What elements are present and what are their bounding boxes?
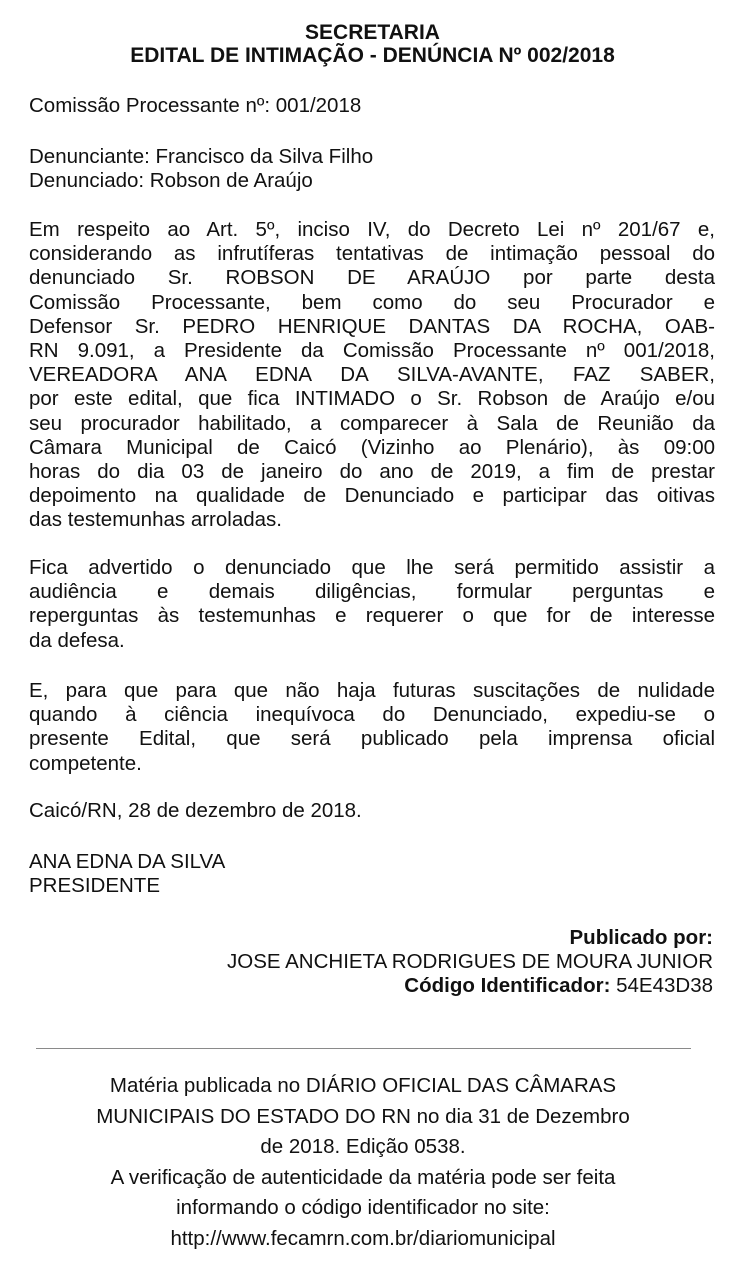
paragraph-warning (29, 556, 715, 653)
paragraph-line: presente Edital, que será publicado pela imprensa oficial (29, 727, 715, 751)
paragraph-line: quando à ciência inequívoca do Denunciado, expediu-se o (29, 703, 715, 727)
paragraph-line: por este edital, que fica INTIMADO o Sr. Robson de Araújo e/ou (29, 387, 715, 411)
identifier-label: Código Identificador: (404, 974, 611, 998)
paragraph-line: considerando as infrutíferas tentativas de intimação pessoal do (29, 242, 715, 266)
signatory-name: ANA EDNA DA SILVA (29, 850, 226, 873)
divider (36, 1048, 691, 1049)
paragraph-line: denunciado Sr. ROBSON DE ARAÚJO por parte desta (29, 266, 715, 290)
footer-line: Matéria publicada no DIÁRIO OFICIAL DAS CÂMARAS (109, 1074, 617, 1097)
published-by-label: Publicado por: (569, 926, 713, 949)
paragraph-line: das testemunhas arroladas. (29, 508, 282, 532)
denunciante-line: Denunciante: Francisco da Silva Filho (29, 145, 374, 168)
paragraph-line: seu procurador habilitado, a comparecer à Sala de Reunião da (29, 411, 715, 435)
paragraph-line: Fica advertido o denunciado que lhe será permitido assistir a (29, 556, 715, 579)
paragraph-line: reperguntas às testemunhas e requerer o que for de interesse (29, 604, 715, 628)
parties (29, 145, 715, 193)
paragraph-line: da defesa. (29, 628, 125, 652)
signature-block (29, 850, 715, 898)
paragraph-line: E, para que para que não haja futuras suscitações de nulidade (29, 679, 715, 702)
paragraph-line: Em respeito ao Art. 5º, inciso IV, do Decreto Lei nº 201/67 e, (29, 218, 715, 241)
commission-line: Comissão Processante nº: 001/2018 (29, 94, 362, 117)
paragraph-summons (29, 218, 715, 532)
edict-title: EDITAL DE INTIMAÇÃO - DENÚNCIA Nº 002/2018 (130, 44, 615, 67)
publisher-name: JOSE ANCHIETA RODRIGUES DE MOURA JUNIOR (227, 950, 713, 974)
publication-info (73, 926, 713, 999)
signatory-role: PRESIDENTE (29, 874, 160, 898)
date-line: Caicó/RN, 28 de dezembro de 2018. (29, 799, 362, 822)
date-place (29, 799, 715, 823)
footer-line: de 2018. Edição 0538. (260, 1135, 466, 1158)
footer-line: informando o código identificador no site: (176, 1196, 550, 1219)
paragraph-line: RN 9.091, a Presidente da Comissão Processante nº 001/2018, (29, 338, 715, 362)
identifier-code: 54E43D38 (616, 974, 713, 998)
paragraph-line: Comissão Processante, bem como do seu Procurador e (29, 290, 715, 314)
paragraph-line: VEREADORA ANA EDNA DA SILVA-AVANTE, FAZ SABER, (29, 363, 715, 387)
footer-note (0, 1071, 726, 1254)
commission-number (29, 94, 715, 118)
paragraph-line: horas do dia 03 de janeiro do ano de 2019, a fim de prestar (29, 459, 715, 483)
paragraph-line: Defensor Sr. PEDRO HENRIQUE DANTAS DA ROCHA, OAB- (29, 314, 715, 338)
paragraph-line: Câmara Municipal de Caicó (Vizinho ao Plenário), às 09:00 (29, 435, 715, 459)
identifier-line (73, 974, 713, 998)
paragraph-publication (29, 679, 715, 776)
footer-line: A verificação de autenticidade da matéria pode ser feita (110, 1165, 616, 1189)
section-title: SECRETARIA (305, 21, 440, 44)
paragraph-line: competente. (29, 751, 142, 775)
paragraph-line: audiência e demais diligências, formular perguntas e (29, 580, 715, 604)
footer-line: MUNICIPAIS DO ESTADO DO RN no dia 31 de Dezembro (96, 1104, 630, 1128)
paragraph-line: depoimento na qualidade de Denunciado e participar das oitivas (29, 484, 715, 508)
denunciado-line: Denunciado: Robson de Araújo (29, 169, 313, 193)
footer-site-url: http://www.fecamrn.com.br/diariomunicipal (170, 1226, 556, 1250)
